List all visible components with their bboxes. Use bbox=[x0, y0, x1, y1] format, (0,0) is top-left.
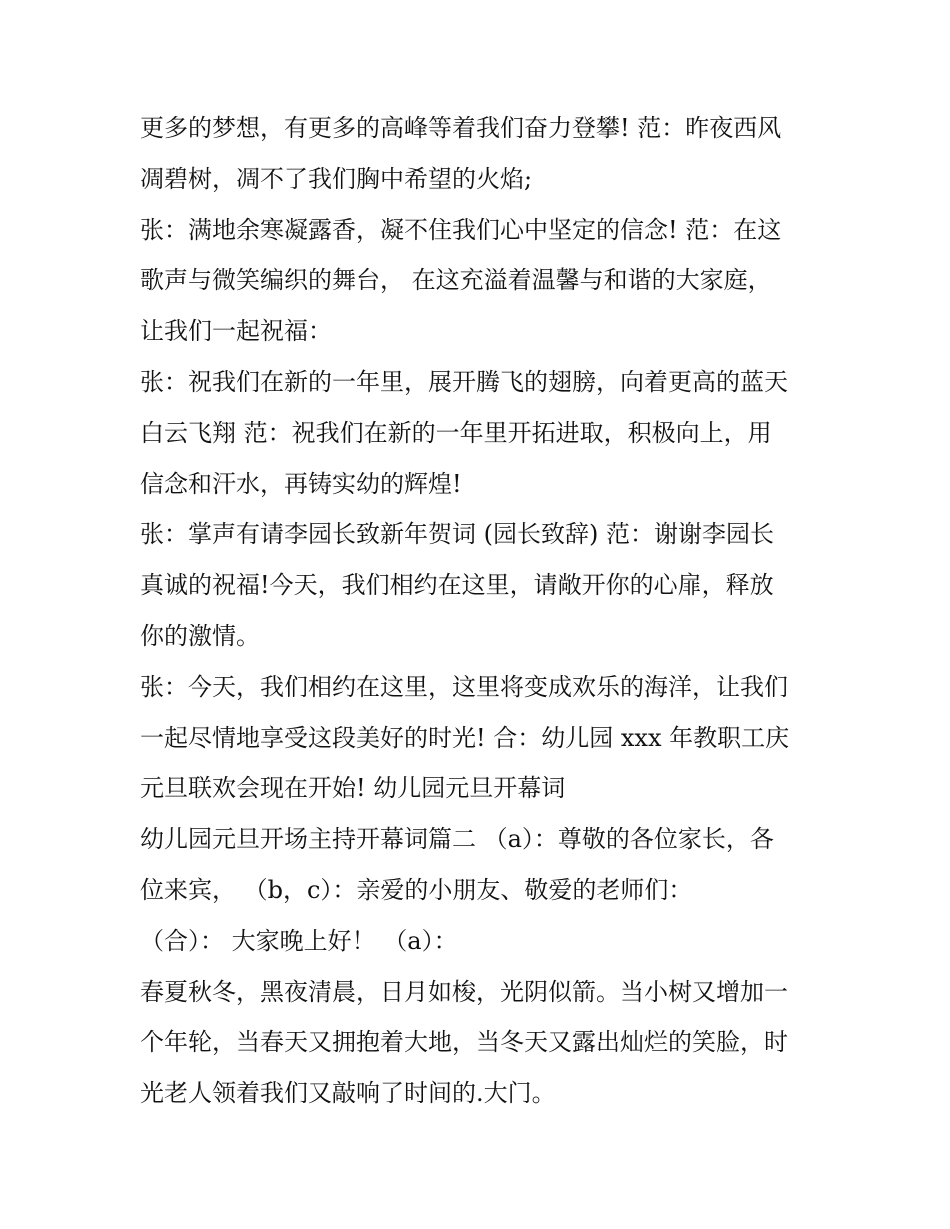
text-line: 一起尽情地享受这段美好的时光! 合：幼儿园 xxx 年教职工庆 bbox=[140, 723, 790, 752]
document-body bbox=[140, 103, 820, 1119]
text-line: 春夏秋冬，黑夜清晨，日月如梭，光阴似箭。当小树又增加一 bbox=[140, 977, 788, 1006]
text-line: 让我们一起祝福： bbox=[140, 317, 332, 346]
text-line: 白云飞翔 范：祝我们在新的一年里开拓进取，积极向上，用 bbox=[140, 418, 772, 447]
text-line: 信念和汗水，再铸实幼的辉煌! bbox=[140, 469, 462, 498]
text-line: 元旦联欢会现在开始! 幼儿园元旦开幕词 bbox=[140, 774, 566, 803]
text-line: 张：掌声有请李园长致新年贺词 (园长致辞) 范：谢谢李园长 bbox=[140, 520, 774, 549]
text-line: 位来宾， （b，c）：亲爱的小朋友、敬爱的老师们： bbox=[140, 875, 693, 904]
text-line: 凋碧树，凋不了我们胸中希望的火焰; bbox=[140, 164, 533, 193]
text-line: 张：满地余寒凝露香，凝不住我们心中坚定的信念! 范：在这 bbox=[140, 215, 782, 244]
text-line: 光老人领着我们又敲响了时间的.大门。 bbox=[140, 1079, 556, 1108]
text-line: 你的激情。 bbox=[140, 621, 260, 650]
text-line: 张：祝我们在新的一年里，展开腾飞的翅膀，向着更高的蓝天 bbox=[140, 367, 788, 396]
text-line: 幼儿园元旦开场主持开幕词篇二 （a）：尊敬的各位家长，各 bbox=[140, 825, 774, 854]
text-line: 个年轮，当春天又拥抱着大地，当冬天又露出灿烂的笑脸，时 bbox=[140, 1028, 788, 1057]
text-line: 真诚的祝福!今天，我们相约在这里，请敞开你的心扉，释放 bbox=[140, 571, 774, 600]
text-line: 歌声与微笑编织的舞台， 在这充溢着温馨与和谐的大家庭， bbox=[140, 266, 772, 295]
text-line: 张：今天，我们相约在这里，这里将变成欢乐的海洋，让我们 bbox=[140, 672, 788, 701]
text-line: （合）： 大家晚上好！ （a）： bbox=[140, 926, 458, 955]
text-line: 更多的梦想，有更多的高峰等着我们奋力登攀! 范：昨夜西风 bbox=[140, 114, 782, 142]
